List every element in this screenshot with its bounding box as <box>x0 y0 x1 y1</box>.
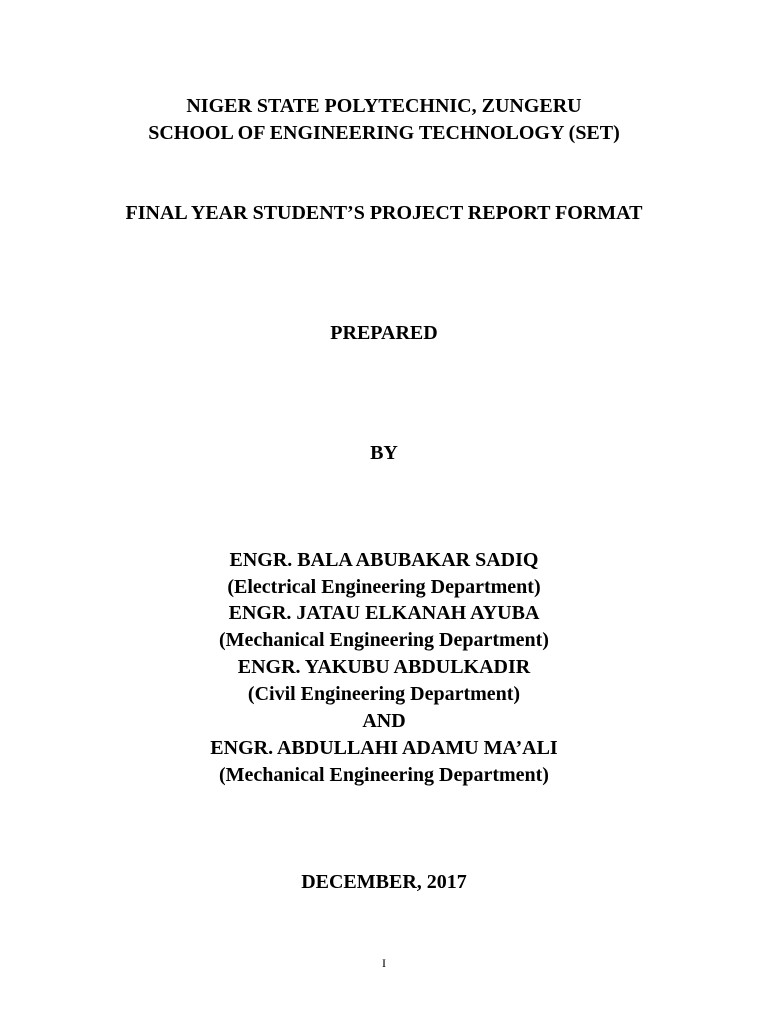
author-department: (Mechanical Engineering Department) <box>219 764 549 786</box>
report-date: DECEMBER, 2017 <box>301 871 467 893</box>
page-number: I <box>382 956 386 970</box>
author-name: ENGR. ABDULLAHI ADAMU MA’ALI <box>210 737 558 759</box>
and-label: AND <box>362 710 406 732</box>
author-department: (Civil Engineering Department) <box>247 683 521 705</box>
author-name: ENGR. BALA ABUBAKAR SADIQ <box>229 549 539 571</box>
prepared-label: PREPARED <box>330 322 438 344</box>
author-department: (Mechanical Engineering Department) <box>219 629 549 651</box>
author-name: ENGR. YAKUBU ABDULKADIR <box>237 656 531 678</box>
institution-name: NIGER STATE POLYTECHNIC, ZUNGERU <box>186 95 582 117</box>
by-label: BY <box>370 442 398 464</box>
author-department: (Electrical Engineering Department) <box>227 576 541 598</box>
school-name: SCHOOL OF ENGINEERING TECHNOLOGY (SET) <box>148 122 620 144</box>
document-title: FINAL YEAR STUDENT’S PROJECT REPORT FORMAT <box>125 202 643 224</box>
author-name: ENGR. JATAU ELKANAH AYUBA <box>228 602 540 624</box>
